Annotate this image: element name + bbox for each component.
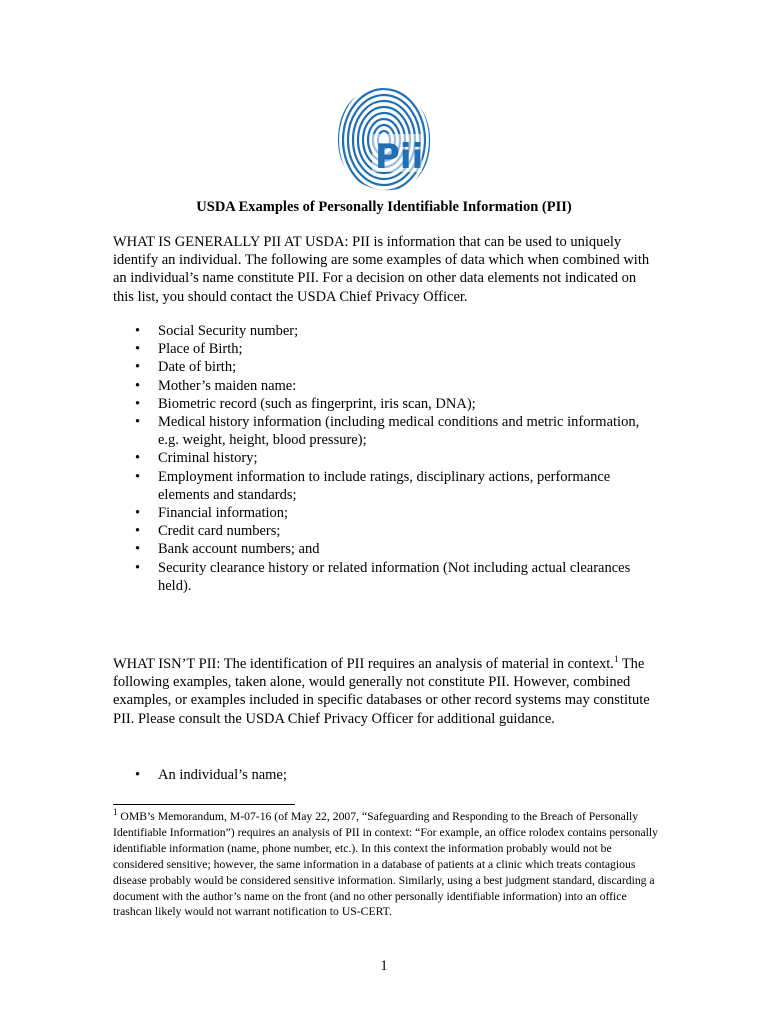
bullet-icon: •	[135, 323, 141, 339]
page-number: 1	[380, 958, 388, 974]
bullet-icon: •	[135, 541, 141, 558]
bullet-icon: •	[135, 414, 141, 431]
list-item: • Financial information;	[135, 505, 289, 522]
non-pii-paragraph: WHAT ISN’T PII: The identification of PII requires an analysis of material in context.$^1$ The following examples, taken alone, would generally not constitute PII. However, combined examples, or examples included in specific databases or other record systems may constitute PII. Please consult the USDA Chief Privacy Officer for additional guidance.	[113, 654, 650, 727]
list-item: • Security clearance history or related information (Not including actual clearances held).	[135, 559, 631, 594]
list-item: • Medical history information (including medical conditions and metric information, e.g. weight, height, blood pressure);	[135, 414, 640, 449]
bullet-icon: •	[135, 377, 141, 394]
list-item: • Criminal history;	[135, 450, 258, 467]
list-item: • An individual’s name;	[135, 767, 287, 783]
bullet-icon: •	[135, 468, 141, 485]
bullet-icon: •	[135, 559, 141, 576]
list-item: • Mother’s maiden name:	[135, 377, 297, 394]
pii-logo-lettering	[372, 134, 423, 177]
pii-examples-list	[113, 322, 658, 595]
bullet-icon: •	[135, 359, 141, 376]
bullet-icon: •	[135, 523, 141, 540]
bullet-icon: •	[135, 450, 141, 467]
list-item: • Biometric record (such as fingerprint, iris scan, DNA);	[135, 395, 476, 412]
bullet-icon: •	[135, 505, 141, 522]
footnote-reference[interactable]: 1	[613, 654, 619, 665]
bullet-icon: •	[135, 767, 141, 783]
list-item: • Social Security number;	[135, 323, 299, 339]
footnote-number: 1	[113, 807, 118, 818]
list-item: • Bank account numbers; and	[135, 541, 320, 558]
pii-fingerprint-logo	[332, 84, 436, 194]
footnote: $^1$ OMB’s Memorandum, M-07-16 (of May 22, 2007, “Safeguarding and Responding to the Breach of Personally Identifiable Information”) requires an analysis of PII in context: “For example, an office rolodex contains personally identifiable information (name, phone number, etc.). In this context the information probably would not be considered sensitive; however, the same information in a database of patients at a clinic which treats contagious disease probably would be considered sensitive information. Similarly, using a best judgment standard, discarding a document with the author’s name on the front (and no other personally identifiable information) into an office trashcan likely would not warrant notification to US-CERT.	[113, 807, 659, 919]
list-item: • Place of Birth;	[135, 341, 243, 358]
list-item: • Credit card numbers;	[135, 523, 281, 540]
pii-definition-paragraph: WHAT IS GENERALLY PII AT USDA: PII is information that can be used to uniquely identify an individual. The following are some examples of data which when combined with an individual’s name constitute PII. For a decision on other data elements not indicated on this list, you should contact the USDA Chief Privacy Officer.	[113, 234, 650, 305]
list-item: • Employment information to include ratings, disciplinary actions, performance elements and standards;	[135, 468, 611, 503]
non-pii-examples-list	[113, 766, 658, 784]
footnote-separator	[113, 804, 295, 805]
document-title: USDA Examples of Personally Identifiable Information (PII)	[196, 199, 572, 215]
list-item: • Date of birth;	[135, 359, 237, 376]
bullet-icon: •	[135, 395, 141, 412]
bullet-icon: •	[135, 341, 141, 358]
svg-text:Pii: Pii	[375, 137, 424, 177]
